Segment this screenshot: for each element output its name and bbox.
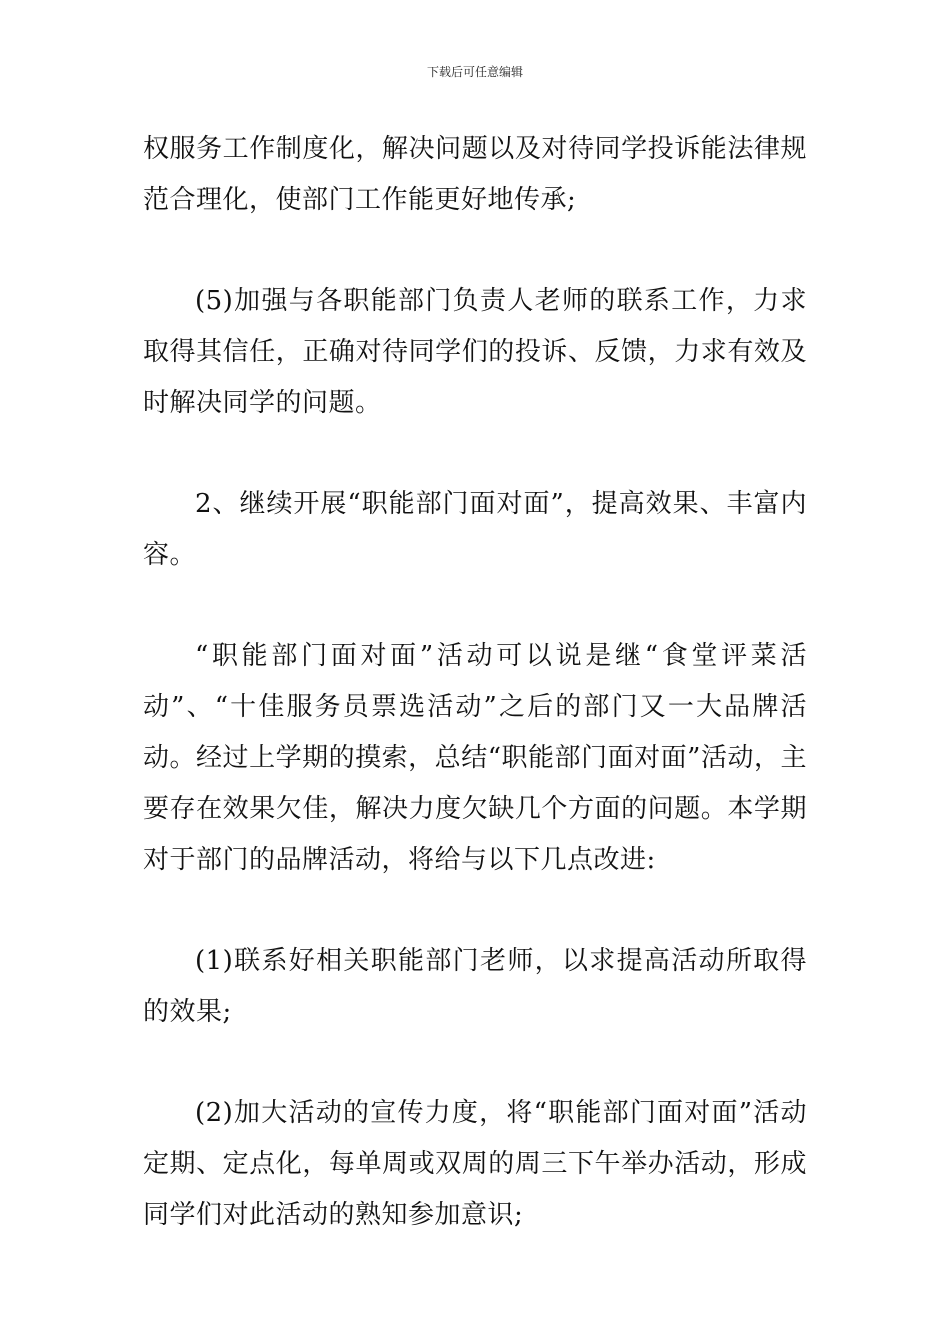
paragraph-item-2: (2)加大活动的宣传力度，将“职能部门面对面”活动定期、定点化，每单周或双周的周三下午举办活动，形成同学们对此活动的熟知参加意识; [143,1098,807,1230]
paragraph-item-1: (1)联系好相关职能部门老师，以求提高活动所取得的效果; [143,946,807,1027]
paragraph-continuation: 权服务工作制度化，解决问题以及对待同学投诉能法律规范合理化，使部门工作能更好地传承; [143,134,807,215]
paragraph-item-5: (5)加强与各职能部门负责人老师的联系工作，力求取得其信任，正确对待同学们的投诉、反馈，力求有效及时解决同学的问题。 [143,286,807,418]
document-body [143,124,807,1241]
page-header-note: 下载后可任意编辑 [426,65,523,79]
paragraph-activity-summary: “职能部门面对面”活动可以说是继“食堂评菜活动”、“十佳服务员票选活动”之后的部门又一大品牌活动。经过上学期的摸索，总结“职能部门面对面”活动，主要存在效果欠佳，解决力度欠缺几个方面的问题。本学期对于部门的品牌活动，将给与以下几点改进: [143,641,807,875]
paragraph-section-2-heading: 2、继续开展“职能部门面对面”，提高效果、丰富内容。 [143,489,807,570]
